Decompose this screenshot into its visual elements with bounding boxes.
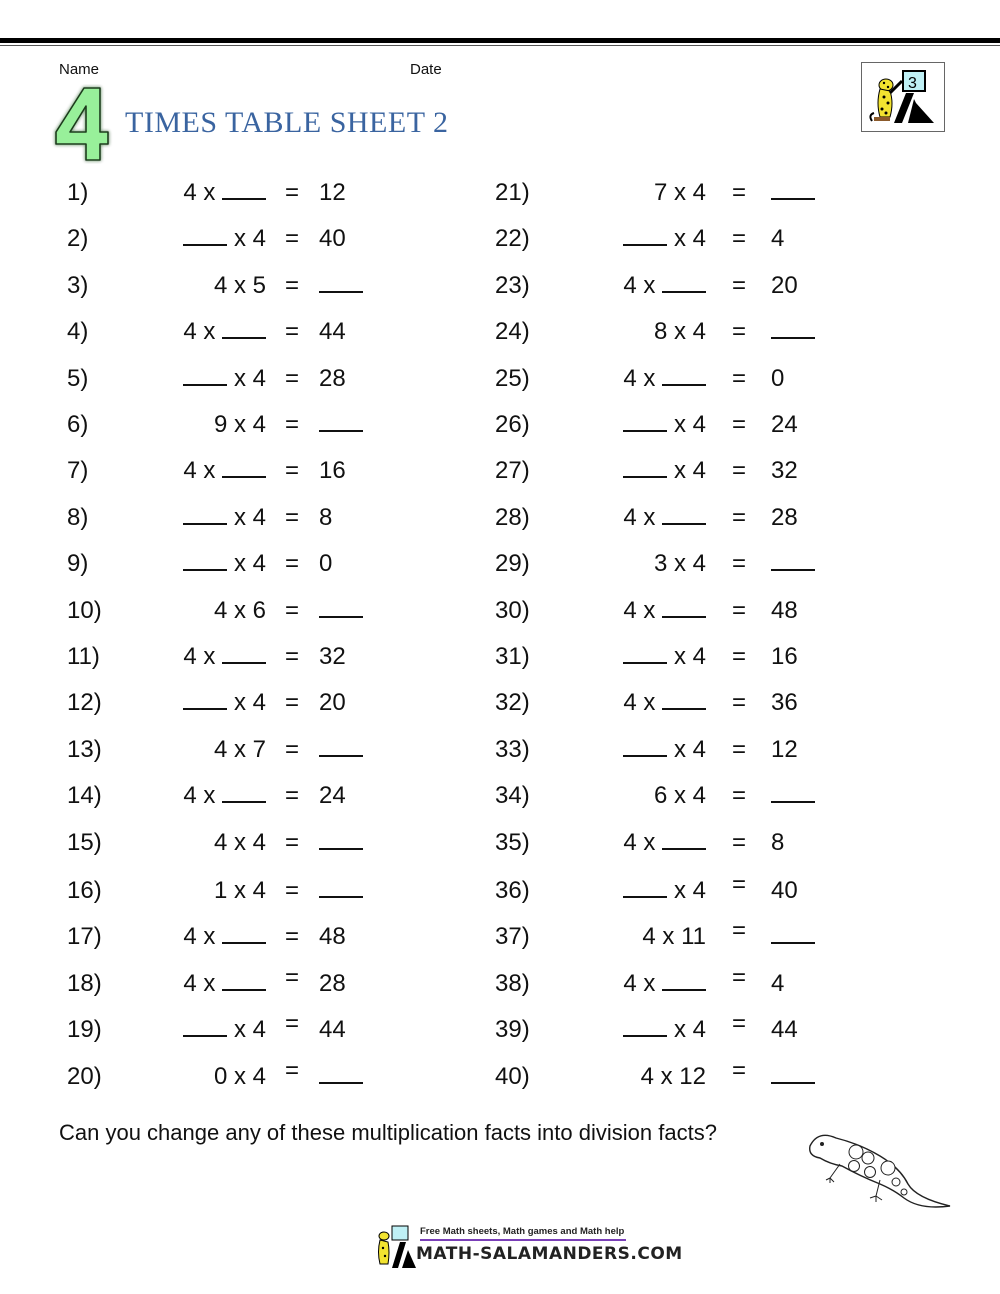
question-number: 29) bbox=[495, 550, 530, 577]
expression-text: 1 x 4 bbox=[213, 877, 266, 904]
product-value: 32 bbox=[319, 643, 346, 670]
question-row bbox=[0, 871, 1000, 906]
expression-text: 4 x 7 bbox=[213, 736, 266, 763]
question-row bbox=[0, 271, 1000, 301]
factor-blank[interactable] bbox=[662, 271, 706, 293]
answer-slot[interactable] bbox=[771, 781, 815, 811]
question-expression bbox=[623, 828, 706, 858]
product-value: 40 bbox=[771, 877, 798, 904]
question-number: 37) bbox=[495, 923, 530, 950]
expression-text: 0 x 4 bbox=[213, 1063, 266, 1090]
factor-blank[interactable] bbox=[623, 642, 667, 664]
expression-text: 6 x 4 bbox=[653, 782, 706, 809]
question-number: 35) bbox=[495, 829, 530, 856]
product-value: 40 bbox=[319, 225, 346, 252]
question-number: 2) bbox=[67, 225, 89, 252]
question-expression bbox=[623, 969, 706, 999]
expression-text: x 4 bbox=[673, 877, 706, 904]
equals-sign: = bbox=[285, 225, 300, 252]
expression-text: x 4 bbox=[233, 225, 266, 252]
math-salamanders-brand[interactable] bbox=[372, 1222, 683, 1272]
expression-text: x 4 bbox=[233, 365, 266, 392]
factor-blank[interactable] bbox=[662, 364, 706, 386]
question-expression bbox=[654, 178, 706, 208]
question-expression bbox=[623, 271, 706, 301]
question-expression bbox=[642, 922, 706, 952]
question-expression bbox=[623, 503, 706, 533]
equals-sign: = bbox=[732, 871, 747, 898]
question-expression bbox=[623, 456, 706, 486]
product-value: 4 bbox=[771, 970, 785, 997]
equals-sign: = bbox=[285, 782, 300, 809]
question-number: 33) bbox=[495, 736, 530, 763]
question-row bbox=[0, 317, 1000, 347]
equals-sign: = bbox=[285, 689, 300, 716]
question-row bbox=[0, 828, 1000, 858]
question-expression bbox=[623, 735, 706, 765]
equals-sign: = bbox=[732, 179, 747, 206]
question-number: 28) bbox=[495, 504, 530, 531]
question-number: 8) bbox=[67, 504, 89, 531]
question-expression bbox=[623, 596, 706, 626]
question-number: 34) bbox=[495, 782, 530, 809]
equals-sign: = bbox=[732, 225, 747, 252]
question-number: 4) bbox=[67, 318, 89, 345]
factor-blank[interactable] bbox=[623, 410, 667, 432]
division-prompt: Can you change any of these multiplication facts into division facts? bbox=[59, 1120, 717, 1145]
product-value: 12 bbox=[771, 736, 798, 763]
equals-sign: = bbox=[285, 457, 300, 484]
expression-text: x 4 bbox=[673, 643, 706, 670]
date-label: Date bbox=[410, 61, 442, 78]
expression-text: 3 x 4 bbox=[653, 550, 706, 577]
equals-sign: = bbox=[732, 643, 747, 670]
brand-name: MATH-SALAMANDERS.COM bbox=[416, 1244, 683, 1264]
svg-text:3: 3 bbox=[908, 75, 917, 92]
question-expression bbox=[623, 364, 706, 394]
expression-text: 4 x bbox=[623, 504, 656, 531]
equals-sign: = bbox=[285, 550, 300, 577]
name-label: Name bbox=[59, 61, 100, 78]
product-value: 28 bbox=[319, 365, 346, 392]
question-number: 5) bbox=[67, 365, 89, 392]
question-number: 9) bbox=[67, 550, 89, 577]
question-row bbox=[0, 549, 1000, 579]
question-number: 11) bbox=[67, 643, 100, 670]
equals-sign: = bbox=[732, 365, 747, 392]
expression-text: x 4 bbox=[233, 504, 266, 531]
expression-text: x 4 bbox=[673, 457, 706, 484]
expression-text: 4 x bbox=[623, 829, 656, 856]
expression-text: 4 x 6 bbox=[213, 597, 266, 624]
expression-text: 4 x bbox=[183, 643, 216, 670]
question-row bbox=[0, 596, 1000, 626]
equals-sign: = bbox=[732, 457, 747, 484]
equals-sign: = bbox=[732, 272, 747, 299]
equals-sign: = bbox=[285, 318, 300, 345]
equals-sign: = bbox=[285, 829, 300, 856]
question-expression bbox=[654, 781, 706, 811]
answer-slot[interactable] bbox=[771, 317, 815, 347]
product-value: 12 bbox=[319, 179, 346, 206]
math-salamanders-logo bbox=[861, 62, 945, 132]
equals-sign: = bbox=[285, 877, 300, 904]
question-row bbox=[0, 224, 1000, 254]
equals-sign: = bbox=[285, 411, 300, 438]
question-row bbox=[0, 688, 1000, 718]
question-expression bbox=[623, 1015, 706, 1045]
product-value: 20 bbox=[319, 689, 346, 716]
expression-text: x 4 bbox=[673, 411, 706, 438]
equals-sign: = bbox=[732, 1010, 747, 1037]
question-number: 14) bbox=[67, 782, 102, 809]
question-expression bbox=[623, 642, 706, 672]
expression-text: x 4 bbox=[233, 1016, 266, 1043]
question-expression bbox=[623, 876, 706, 906]
question-number: 3) bbox=[67, 272, 89, 299]
question-row bbox=[0, 917, 1000, 952]
product-value: 28 bbox=[319, 970, 346, 997]
product-value: 0 bbox=[319, 550, 333, 577]
product-value: 8 bbox=[319, 504, 333, 531]
question-row bbox=[0, 642, 1000, 672]
brand-tagline: Free Math sheets, Math games and Math help bbox=[420, 1226, 625, 1237]
expression-text: x 4 bbox=[233, 689, 266, 716]
product-value: 8 bbox=[771, 829, 785, 856]
question-expression bbox=[623, 688, 706, 718]
question-row bbox=[0, 964, 1000, 999]
equals-sign: = bbox=[732, 318, 747, 345]
answer-blank[interactable] bbox=[771, 922, 815, 944]
product-value: 24 bbox=[319, 782, 346, 809]
product-value: 44 bbox=[771, 1016, 798, 1043]
brand-divider bbox=[420, 1239, 626, 1241]
question-row bbox=[0, 503, 1000, 533]
question-number: 31) bbox=[495, 643, 530, 670]
question-number: 12) bbox=[67, 689, 102, 716]
question-number: 20) bbox=[67, 1063, 102, 1090]
expression-text: 4 x bbox=[623, 272, 656, 299]
equals-sign: = bbox=[285, 964, 300, 991]
expression-text: 4 x bbox=[623, 970, 656, 997]
product-value: 32 bbox=[771, 457, 798, 484]
expression-text: x 4 bbox=[233, 550, 266, 577]
expression-text: 4 x bbox=[183, 923, 216, 950]
question-expression bbox=[623, 410, 706, 440]
header-rule-thin bbox=[0, 45, 1000, 46]
question-number: 27) bbox=[495, 457, 530, 484]
equals-sign: = bbox=[732, 597, 747, 624]
question-row bbox=[0, 781, 1000, 811]
expression-text: 4 x bbox=[623, 597, 656, 624]
answer-blank[interactable] bbox=[771, 549, 815, 571]
expression-text: 4 x 11 bbox=[642, 923, 706, 950]
equals-sign: = bbox=[732, 964, 747, 991]
equals-sign: = bbox=[285, 643, 300, 670]
equals-sign: = bbox=[732, 1057, 747, 1084]
expression-text: 8 x 4 bbox=[653, 318, 706, 345]
equals-sign: = bbox=[285, 1057, 300, 1084]
product-value: 16 bbox=[319, 457, 346, 484]
question-number: 26) bbox=[495, 411, 530, 438]
page-title: TIMES TABLE SHEET 2 bbox=[125, 106, 449, 139]
question-row bbox=[0, 178, 1000, 208]
question-number: 16) bbox=[67, 877, 102, 904]
factor-blank[interactable] bbox=[623, 456, 667, 478]
answer-blank[interactable] bbox=[771, 1062, 815, 1084]
question-expression bbox=[623, 224, 706, 254]
question-row bbox=[0, 364, 1000, 394]
question-expression bbox=[641, 1062, 706, 1092]
product-value: 20 bbox=[771, 272, 798, 299]
equals-sign: = bbox=[285, 736, 300, 763]
question-number: 32) bbox=[495, 689, 530, 716]
header-rule-thick bbox=[0, 38, 1000, 43]
answer-slot[interactable] bbox=[771, 549, 815, 579]
question-number: 39) bbox=[495, 1016, 530, 1043]
product-value: 44 bbox=[319, 318, 346, 345]
question-number: 1) bbox=[67, 179, 89, 206]
question-number: 17) bbox=[67, 923, 102, 950]
equals-sign: = bbox=[732, 504, 747, 531]
product-value: 4 bbox=[771, 225, 785, 252]
question-number: 13) bbox=[67, 736, 102, 763]
question-number: 25) bbox=[495, 365, 530, 392]
equals-sign: = bbox=[732, 689, 747, 716]
question-row bbox=[0, 410, 1000, 440]
equals-sign: = bbox=[285, 597, 300, 624]
answer-slot[interactable] bbox=[771, 922, 815, 952]
factor-blank[interactable] bbox=[623, 1015, 667, 1037]
answer-slot[interactable] bbox=[771, 178, 815, 208]
equals-sign: = bbox=[732, 917, 747, 944]
expression-text: 4 x 4 bbox=[213, 829, 266, 856]
expression-text: 4 x bbox=[623, 365, 656, 392]
equals-sign: = bbox=[285, 923, 300, 950]
factor-blank[interactable] bbox=[662, 828, 706, 850]
salamander-operations-icon bbox=[800, 1118, 960, 1218]
expression-text: 4 x bbox=[183, 970, 216, 997]
product-value: 48 bbox=[319, 923, 346, 950]
question-expression bbox=[654, 549, 706, 579]
question-number: 15) bbox=[67, 829, 102, 856]
question-number: 19) bbox=[67, 1016, 102, 1043]
equals-sign: = bbox=[732, 550, 747, 577]
equals-sign: = bbox=[732, 829, 747, 856]
equals-sign: = bbox=[285, 272, 300, 299]
question-row bbox=[0, 1057, 1000, 1092]
factor-blank[interactable] bbox=[662, 688, 706, 710]
answer-blank[interactable] bbox=[771, 317, 815, 339]
expression-text: x 4 bbox=[673, 225, 706, 252]
answer-slot[interactable] bbox=[771, 1062, 815, 1092]
question-number: 23) bbox=[495, 272, 530, 299]
expression-text: 7 x 4 bbox=[653, 179, 706, 206]
factor-blank[interactable] bbox=[623, 224, 667, 246]
factor-blank[interactable] bbox=[623, 876, 667, 898]
equals-sign: = bbox=[732, 736, 747, 763]
expression-text: 4 x 5 bbox=[213, 272, 266, 299]
product-value: 36 bbox=[771, 689, 798, 716]
product-value: 44 bbox=[319, 1016, 346, 1043]
question-number: 30) bbox=[495, 597, 530, 624]
expression-text: 4 x bbox=[183, 179, 216, 206]
expression-text: x 4 bbox=[673, 1016, 706, 1043]
big-number-four-icon bbox=[50, 84, 114, 164]
question-row bbox=[0, 735, 1000, 765]
expression-text: x 4 bbox=[673, 736, 706, 763]
equals-sign: = bbox=[285, 179, 300, 206]
question-row bbox=[0, 1010, 1000, 1045]
factor-blank[interactable] bbox=[662, 969, 706, 991]
question-number: 21) bbox=[495, 179, 530, 206]
question-number: 40) bbox=[495, 1063, 530, 1090]
equals-sign: = bbox=[732, 411, 747, 438]
question-number: 38) bbox=[495, 970, 530, 997]
answer-blank[interactable] bbox=[771, 178, 815, 200]
factor-blank[interactable] bbox=[662, 503, 706, 525]
question-row bbox=[0, 456, 1000, 486]
equals-sign: = bbox=[285, 365, 300, 392]
product-value: 0 bbox=[771, 365, 785, 392]
expression-text: 4 x bbox=[623, 689, 656, 716]
question-number: 22) bbox=[495, 225, 530, 252]
math-salamander-easel-icon bbox=[862, 63, 944, 131]
product-value: 16 bbox=[771, 643, 798, 670]
equals-sign: = bbox=[285, 1010, 300, 1037]
answer-blank[interactable] bbox=[771, 781, 815, 803]
question-number: 24) bbox=[495, 318, 530, 345]
expression-text: 9 x 4 bbox=[213, 411, 266, 438]
question-number: 18) bbox=[67, 970, 102, 997]
question-expression bbox=[654, 317, 706, 347]
equals-sign: = bbox=[732, 782, 747, 809]
question-number: 7) bbox=[67, 457, 89, 484]
factor-blank[interactable] bbox=[662, 596, 706, 618]
factor-blank[interactable] bbox=[623, 735, 667, 757]
brand-salamander-icon bbox=[372, 1224, 418, 1270]
expression-text: 4 x bbox=[183, 782, 216, 809]
product-value: 48 bbox=[771, 597, 798, 624]
expression-text: 4 x bbox=[183, 457, 216, 484]
expression-text: 4 x 12 bbox=[640, 1063, 706, 1090]
product-value: 24 bbox=[771, 411, 798, 438]
question-number: 36) bbox=[495, 877, 530, 904]
product-value: 28 bbox=[771, 504, 798, 531]
question-number: 10) bbox=[67, 597, 102, 624]
expression-text: 4 x bbox=[183, 318, 216, 345]
question-number: 6) bbox=[67, 411, 89, 438]
equals-sign: = bbox=[285, 504, 300, 531]
